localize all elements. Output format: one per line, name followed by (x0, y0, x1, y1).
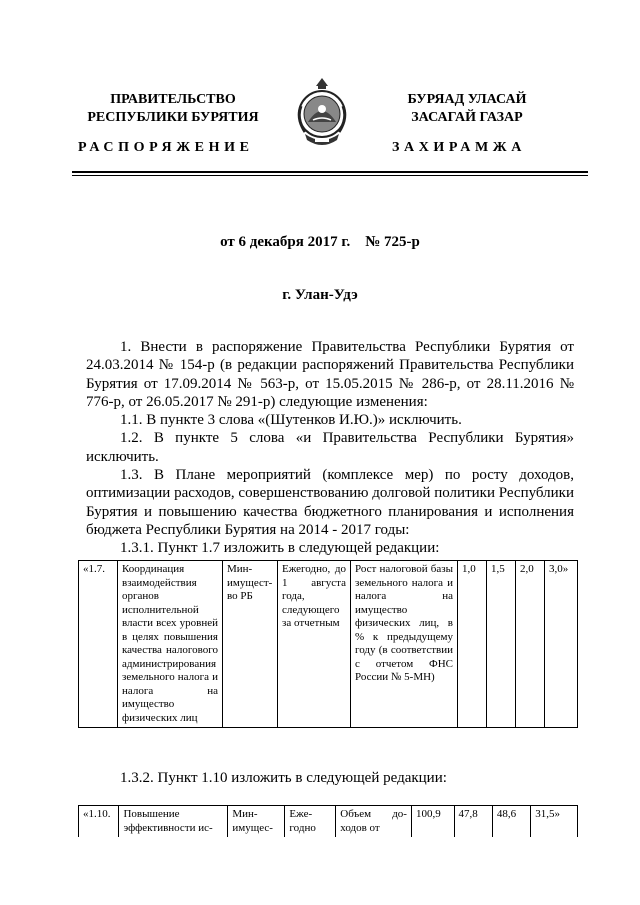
cell-responsible: Мин-имущес- (228, 806, 285, 838)
header-right-line2: ЗАСАГАЙ ГАЗАР (411, 110, 523, 125)
paragraph-1-3-2: 1.3.2. Пункт 1.10 изложить в следующей редакции: (120, 770, 447, 786)
paragraph-1-3-1: 1.3.1. Пункт 1.7 изложить в следующей редакции: (120, 540, 440, 557)
header-left-line2: РЕСПУБЛИКИ БУРЯТИЯ (87, 110, 259, 125)
header-right (352, 91, 582, 127)
header-left-line1: ПРАВИТЕЛЬСТВО (110, 92, 236, 107)
cell-num: «1.7. (79, 561, 118, 728)
cell-value-1: 1,0 (458, 561, 487, 728)
cell-term: Еже-годно (285, 806, 336, 838)
cell-responsible: Мин-имущест-во РБ (223, 561, 278, 728)
document-body (86, 338, 574, 558)
paragraph-1-3: 1.3. В Плане мероприятий (комплексе мер) по росту доходов, оптимизации расходов, совершенствованию долговой политики Республики Бурятия и повышению качества бюджетного планирования и исполнения бюджета Республики Бурятия на 2014 - 2017 годы: (86, 467, 574, 538)
cell-value-3: 48,6 (492, 806, 530, 838)
table-item-1-10 (78, 805, 578, 837)
cell-term: Ежегодно, до 1 августа года, следующего за отчетным (278, 561, 351, 728)
document-city: г. Улан-Удэ (282, 287, 358, 303)
cell-num: «1.10. (79, 806, 119, 838)
header-divider-thin (72, 175, 588, 176)
cell-value-4: 3,0» (545, 561, 578, 728)
doc-type-right: ЗАХИРАМЖА (392, 140, 526, 155)
cell-value-1: 100,9 (411, 806, 454, 838)
cell-indicator: Объем до-ходов от (336, 806, 412, 838)
paragraph-1-1: 1.1. В пункте 3 слова «(Шутенков И.Ю.)» исключить. (120, 412, 462, 429)
document-date-number: от 6 декабря 2017 г. № 725-р (220, 234, 420, 250)
header-right-line1: БУРЯАД УЛАСАЙ (407, 92, 527, 107)
table-item-1-7 (78, 560, 578, 728)
cell-value-2: 1,5 (487, 561, 516, 728)
cell-value-3: 2,0 (516, 561, 545, 728)
cell-value-2: 47,8 (454, 806, 492, 838)
doc-type-left: РАСПОРЯЖЕНИЕ (78, 140, 254, 155)
cell-value-4: 31,5» (531, 806, 578, 838)
paragraph-1: 1. Внести в распоряжение Правительства Республики Бурятия от 24.03.2014 № 154-р (в редакции распоряжений Правительства Республики Бурятия от 17.09.2014 № 563-р, от 15.05.2015 № 286-р, от 28.11.2016 № 776-р, от 26.05.2017 № 291-р) следующие изменения: (86, 339, 574, 410)
paragraph-1-2: 1.2. В пункте 5 слова «и Правительства Республики Бурятия» исключить. (86, 430, 574, 465)
cell-measure: Повышение эффективности ис- (119, 806, 228, 838)
cell-measure: Координация взаимодействия органов исполнительной власти всех уровней в целях повышения качества налогового администрирования земельного налога и налога на имущество физических лиц (118, 561, 223, 728)
table-row (79, 561, 578, 728)
table-row (79, 806, 578, 838)
cell-indicator: Рост налоговой базы земельного налога и налога на имущество физических лиц, в % к предыдущему году (в соответствии с отчетом ФНС России № 5-МН) (351, 561, 458, 728)
header-left (58, 91, 288, 127)
header-divider-thick (72, 171, 588, 173)
buryatia-coat-of-arms-icon (291, 76, 353, 152)
